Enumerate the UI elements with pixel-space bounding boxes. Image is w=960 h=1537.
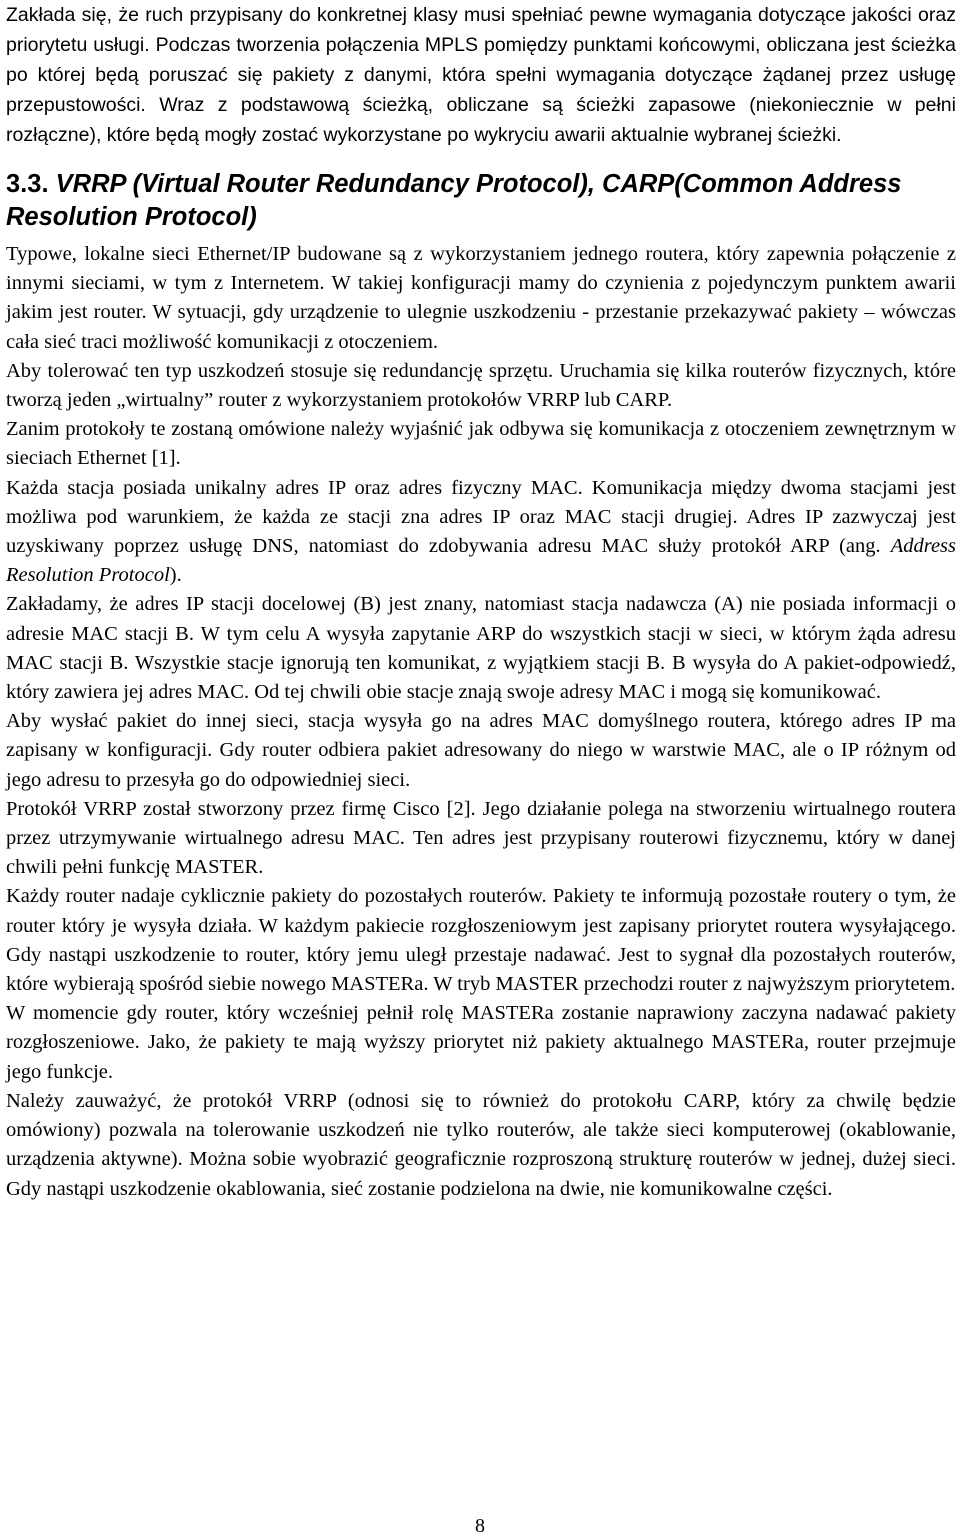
section-heading: [6, 168, 956, 234]
paragraph-default-router: Aby wysłać pakiet do innej sieci, stacja wysyła go na adres MAC domyślnego routera, którego adres IP ma zapisany w konfiguracji. Gdy router odbiera pakiet adresowany do niego w warstwie MAC, ale o IP różnym od jego adresu to przesyła go do odpowiedniej sieci.: [6, 710, 956, 791]
paragraph-master-recovery: W momencie gdy router, który wcześniej pełnił rolę MASTERa zostanie naprawiony zaczyna nadawać pakiety rozgłoszeniowe. Jako, że pakiety te mają wyższy priorytet niż pakiety aktualnego MASTERa, router przejmuje jego funkcje.: [6, 1002, 956, 1083]
paragraph-ethernet-communication: Zanim protokoły te zostaną omówione należy wyjaśnić jak odbywa się komunikacja z otoczeniem zewnętrznym w sieciach Ethernet [1].: [6, 418, 956, 470]
paragraph-redundancy-intro: Typowe, lokalne sieci Ethernet/IP budowane są z wykorzystaniem jednego routera, który zapewnia połączenie z innymi sieciami, w tym z Internetem. W takiej konfiguracji mamy do czynienia z pojedynczym punktem awarii jakim jest router. W sytuacji, gdy urządzenie to ulegnie uszkodzeniu - przestanie przekazywać pakiety – wówczas cała sieć traci możliwość komunikacji z otoczeniem.: [6, 243, 956, 353]
paragraph-vrrp-cisco: Protokół VRRP został stworzony przez firmę Cisco [2]. Jego działanie polega na stworzeniu wirtualnego routera przez utrzymywanie wirtualnego adresu MAC. Ten adres jest przypisany routerowi fizycznemu, który w danej chwili pełni funkcję MASTER.: [6, 797, 956, 879]
section-title: VRRP (Virtual Router Redundancy Protocol), CARP(Common Address Resolution Protocol): [6, 170, 902, 231]
document-page: [6, 0, 956, 1204]
arp-text-before: Każda stacja posiada unikalny adres IP oraz adres fizyczny MAC. Komunikacja między dwoma stacjami jest możliwa pod warunkiem, że każda ze stacji zna adres IP oraz MAC stacji drugiej. Adres IP zazwyczaj jest uzyskiwany poprzez usługę DNS, natomiast do zdobywania adresu MAC służy protokół ARP (ang.: [6, 476, 956, 558]
paragraph-arp-example: Zakładamy, że adres IP stacji docelowej (B) jest znany, natomiast stacja nadawcza (A) nie posiada informacji o adresie MAC stacji B. W tym celu A wysyła zapytanie ARP do wszystkich stacji w sieci, w którym żąda adresu MAC stacji B. Wszystkie stacje ignorują ten komunikat, z wyjątkiem stacji B. B wysyła do A pakiet-odpowiedź, który zawiera jej adres MAC. Od tej chwili obie stacje znają swoje adresy MAC i mogą się komunikować.: [6, 593, 956, 704]
paragraph-advertisement: Każdy router nadaje cyklicznie pakiety do pozostałych routerów. Pakiety te informują pozostałe routery o tym, że router który je wysyła działa. W każdym pakiecie rozgłoszeniowym jest zapisany priorytet routera wysyłającego. Gdy nastąpi uszkodzenie to router, który jemu uległ przestaje nadawać. Jest to sygnał dla pozostałych routerów, które wybierają spośród siebie nowego MASTERa. W tryb MASTER przechodzi router z najwyższym priorytetem.: [6, 885, 956, 996]
paragraph-network-fault-tolerance: Należy zauważyć, że protokół VRRP (odnosi się to również do protokołu CARP, który za chwilę będzie omówiony) pozwala na tolerowanie uszkodzeń nie tylko routerów, ale także sieci komputerowej (okablowanie, urządzenia aktywne). Można sobie wyobrazić geograficznie rozproszoną strukturę routerów w jednej, dużej sieci. Gdy nastąpi uszkodzenie okablowania, sieć zostanie podzielona na dwie, nie komunikowalne części.: [6, 1089, 956, 1200]
page-number: 8: [475, 1515, 485, 1537]
intro-paragraph: Zakłada się, że ruch przypisany do konkretnej klasy musi spełniać pewne wymagania dotyczące jakości oraz priorytetu usługi. Podczas tworzenia połączenia MPLS pomiędzy punktami końcowymi, obliczana jest ścieżka po której będą poruszać się pakiety z danymi, która spełni wymagania dotyczące żądanej przez usługę przepustowości. Wraz z podstawową ścieżką, obliczane są ścieżki zapasowe (niekoniecznie w pełni rozłączne), które będą mogły zostać wykorzystane po wykryciu awarii aktualnie wybranej ścieżki.: [6, 4, 956, 146]
arp-text-after: ).: [169, 564, 182, 587]
section-number: 3.3.: [6, 170, 49, 198]
paragraph-hardware-redundancy: Aby tolerować ten typ uszkodzeń stosuje się redundancję sprzętu. Uruchamia się kilka routerów fizycznych, które tworzą jeden „wirtualny” router z wykorzystaniem protokołów VRRP lub CARP.: [6, 359, 956, 412]
paragraph-arp-intro: [6, 474, 956, 591]
arp-expansion-italic: Address Resolution Protocol: [6, 535, 956, 587]
